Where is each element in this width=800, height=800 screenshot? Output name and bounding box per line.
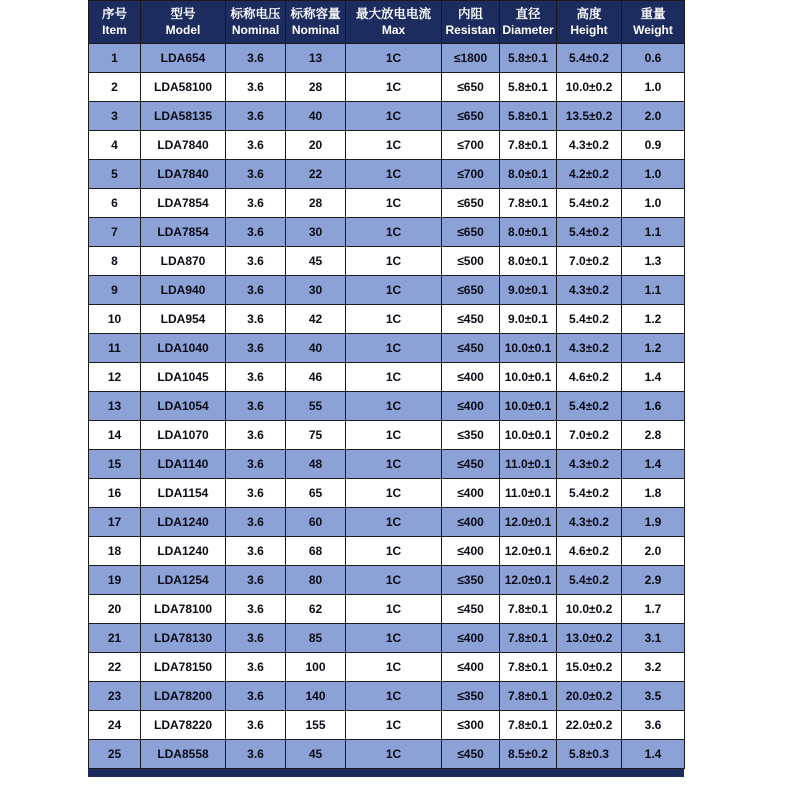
cell-weight: 1.1: [622, 218, 685, 247]
cell-model: LDA8558: [141, 740, 226, 769]
cell-voltage: 3.6: [226, 740, 286, 769]
cell-voltage: 3.6: [226, 421, 286, 450]
cell-height: 4.6±0.2: [557, 537, 622, 566]
cell-model: LDA7840: [141, 160, 226, 189]
table-row: [89, 189, 685, 218]
cell-diam: 11.0±0.1: [500, 479, 557, 508]
cell-height: 4.6±0.2: [557, 363, 622, 392]
cell-diam: 10.0±0.1: [500, 363, 557, 392]
cell-capacity: 13: [286, 44, 346, 73]
cell-max: 1C: [346, 421, 442, 450]
cell-capacity: 20: [286, 131, 346, 160]
cell-weight: 3.5: [622, 682, 685, 711]
cell-height: 13.5±0.2: [557, 102, 622, 131]
cell-resist: ≤400: [442, 392, 500, 421]
cell-item: 15: [89, 450, 141, 479]
cell-height: 5.4±0.2: [557, 305, 622, 334]
cell-max: 1C: [346, 566, 442, 595]
cell-height: 10.0±0.2: [557, 73, 622, 102]
table-row: [89, 247, 685, 276]
cell-item: 13: [89, 392, 141, 421]
cell-weight: 3.6: [622, 711, 685, 740]
cell-weight: 1.4: [622, 363, 685, 392]
cell-height: 5.4±0.2: [557, 189, 622, 218]
cell-diam: 5.8±0.1: [500, 102, 557, 131]
cell-model: LDA1054: [141, 392, 226, 421]
cell-weight: 1.0: [622, 160, 685, 189]
cell-max: 1C: [346, 653, 442, 682]
column-header-en: Resistan: [445, 23, 496, 37]
table-row: [89, 305, 685, 334]
cell-diam: 8.5±0.2: [500, 740, 557, 769]
cell-diam: 7.8±0.1: [500, 189, 557, 218]
cell-weight: 1.8: [622, 479, 685, 508]
table-row: [89, 450, 685, 479]
table-row: [89, 218, 685, 247]
column-header-en: Nominal: [231, 23, 280, 37]
table-row: [89, 508, 685, 537]
cell-max: 1C: [346, 595, 442, 624]
table-row: [89, 276, 685, 305]
cell-capacity: 60: [286, 508, 346, 537]
cell-diam: 10.0±0.1: [500, 421, 557, 450]
cell-voltage: 3.6: [226, 566, 286, 595]
cell-weight: 0.6: [622, 44, 685, 73]
table-row: [89, 392, 685, 421]
cell-item: 10: [89, 305, 141, 334]
cell-model: LDA7854: [141, 218, 226, 247]
column-header-resist: [442, 1, 500, 44]
cell-weight: 1.4: [622, 740, 685, 769]
cell-model: LDA1140: [141, 450, 226, 479]
cell-model: LDA1240: [141, 508, 226, 537]
column-header-cn: 标称容量: [290, 7, 341, 21]
cell-weight: 3.2: [622, 653, 685, 682]
cell-diam: 7.8±0.1: [500, 131, 557, 160]
cell-max: 1C: [346, 363, 442, 392]
cell-max: 1C: [346, 479, 442, 508]
cell-weight: 1.0: [622, 73, 685, 102]
table-row: [89, 421, 685, 450]
table-row: [89, 595, 685, 624]
column-header-en: Max: [381, 23, 406, 37]
cell-height: 20.0±0.2: [557, 682, 622, 711]
column-header-voltage: [226, 1, 286, 44]
cell-height: 7.0±0.2: [557, 247, 622, 276]
cell-item: 25: [89, 740, 141, 769]
cell-capacity: 40: [286, 334, 346, 363]
table-row: [89, 131, 685, 160]
cell-weight: 3.1: [622, 624, 685, 653]
cell-voltage: 3.6: [226, 363, 286, 392]
cell-capacity: 28: [286, 73, 346, 102]
cell-weight: 2.8: [622, 421, 685, 450]
cell-diam: 7.8±0.1: [500, 624, 557, 653]
cell-max: 1C: [346, 189, 442, 218]
cell-resist: ≤400: [442, 479, 500, 508]
column-header-cn: 内阻: [457, 7, 483, 21]
cell-height: 4.3±0.2: [557, 334, 622, 363]
cell-resist: ≤650: [442, 73, 500, 102]
cell-max: 1C: [346, 160, 442, 189]
cell-resist: ≤700: [442, 160, 500, 189]
cell-height: 4.3±0.2: [557, 131, 622, 160]
column-header-en: Item: [102, 23, 127, 37]
cell-height: 4.3±0.2: [557, 450, 622, 479]
column-header-en: Weight: [633, 23, 673, 37]
table-header: [89, 1, 685, 44]
cell-model: LDA870: [141, 247, 226, 276]
cell-diam: 7.8±0.1: [500, 653, 557, 682]
cell-model: LDA954: [141, 305, 226, 334]
cell-item: 11: [89, 334, 141, 363]
cell-max: 1C: [346, 218, 442, 247]
cell-resist: ≤650: [442, 189, 500, 218]
cell-voltage: 3.6: [226, 682, 286, 711]
cell-resist: ≤500: [442, 247, 500, 276]
cell-item: 20: [89, 595, 141, 624]
cell-model: LDA1070: [141, 421, 226, 450]
cell-voltage: 3.6: [226, 102, 286, 131]
cell-max: 1C: [346, 392, 442, 421]
header-row: [89, 1, 685, 44]
cell-resist: ≤400: [442, 508, 500, 537]
table-row: [89, 102, 685, 131]
cell-model: LDA78220: [141, 711, 226, 740]
cell-diam: 12.0±0.1: [500, 566, 557, 595]
cell-resist: ≤400: [442, 653, 500, 682]
cell-diam: 9.0±0.1: [500, 305, 557, 334]
cell-max: 1C: [346, 624, 442, 653]
cell-capacity: 80: [286, 566, 346, 595]
cell-item: 18: [89, 537, 141, 566]
cell-max: 1C: [346, 537, 442, 566]
cell-item: 17: [89, 508, 141, 537]
table-row: [89, 537, 685, 566]
cell-resist: ≤450: [442, 305, 500, 334]
cell-height: 5.8±0.3: [557, 740, 622, 769]
cell-voltage: 3.6: [226, 537, 286, 566]
cell-resist: ≤700: [442, 131, 500, 160]
cell-height: 22.0±0.2: [557, 711, 622, 740]
column-header-en: Height: [570, 23, 608, 37]
cell-capacity: 30: [286, 276, 346, 305]
battery-spec-table-wrap: [88, 0, 684, 777]
cell-model: LDA78200: [141, 682, 226, 711]
cell-item: 2: [89, 73, 141, 102]
cell-capacity: 30: [286, 218, 346, 247]
cell-model: LDA1240: [141, 537, 226, 566]
cell-item: 22: [89, 653, 141, 682]
cell-max: 1C: [346, 73, 442, 102]
table-row: [89, 740, 685, 769]
cell-capacity: 62: [286, 595, 346, 624]
cell-voltage: 3.6: [226, 247, 286, 276]
cell-resist: ≤650: [442, 218, 500, 247]
cell-item: 16: [89, 479, 141, 508]
cell-voltage: 3.6: [226, 131, 286, 160]
column-header-cn: 序号: [101, 7, 127, 21]
table-row: [89, 566, 685, 595]
cell-weight: 1.1: [622, 276, 685, 305]
column-header-en: Diameter: [502, 23, 554, 37]
cell-diam: 5.8±0.1: [500, 73, 557, 102]
column-header-cn: 重量: [640, 7, 666, 21]
cell-voltage: 3.6: [226, 218, 286, 247]
cell-weight: 1.0: [622, 189, 685, 218]
cell-resist: ≤450: [442, 450, 500, 479]
cell-voltage: 3.6: [226, 276, 286, 305]
cell-resist: ≤650: [442, 276, 500, 305]
cell-capacity: 85: [286, 624, 346, 653]
cell-weight: 0.9: [622, 131, 685, 160]
cell-capacity: 42: [286, 305, 346, 334]
cell-height: 4.3±0.2: [557, 508, 622, 537]
cell-weight: 1.7: [622, 595, 685, 624]
column-header-cn: 高度: [576, 7, 602, 21]
cell-item: 5: [89, 160, 141, 189]
cell-weight: 2.0: [622, 102, 685, 131]
column-header-item: [89, 1, 141, 44]
column-header-diam: [500, 1, 557, 44]
cell-capacity: 68: [286, 537, 346, 566]
column-header-cn: 型号: [170, 7, 196, 21]
cell-max: 1C: [346, 682, 442, 711]
cell-model: LDA58100: [141, 73, 226, 102]
column-header-en: Nominal: [291, 23, 340, 37]
cell-capacity: 140: [286, 682, 346, 711]
cell-max: 1C: [346, 305, 442, 334]
cell-model: LDA940: [141, 276, 226, 305]
cell-weight: 1.9: [622, 508, 685, 537]
cell-voltage: 3.6: [226, 73, 286, 102]
cell-capacity: 46: [286, 363, 346, 392]
cell-voltage: 3.6: [226, 479, 286, 508]
cell-resist: ≤450: [442, 334, 500, 363]
cell-height: 5.4±0.2: [557, 566, 622, 595]
cell-capacity: 55: [286, 392, 346, 421]
cell-item: 24: [89, 711, 141, 740]
cell-voltage: 3.6: [226, 624, 286, 653]
cell-capacity: 75: [286, 421, 346, 450]
cell-voltage: 3.6: [226, 44, 286, 73]
cell-model: LDA1154: [141, 479, 226, 508]
cell-capacity: 22: [286, 160, 346, 189]
table-row: [89, 624, 685, 653]
cell-item: 6: [89, 189, 141, 218]
cell-diam: 8.0±0.1: [500, 160, 557, 189]
cell-max: 1C: [346, 247, 442, 276]
cell-resist: ≤450: [442, 595, 500, 624]
cell-height: 4.2±0.2: [557, 160, 622, 189]
cell-height: 4.3±0.2: [557, 276, 622, 305]
cell-capacity: 28: [286, 189, 346, 218]
cell-weight: 1.4: [622, 450, 685, 479]
table-row: [89, 363, 685, 392]
cell-model: LDA1040: [141, 334, 226, 363]
cell-item: 3: [89, 102, 141, 131]
table-row: [89, 711, 685, 740]
table-row: [89, 682, 685, 711]
column-header-cn: 标称电压: [230, 7, 281, 21]
column-header-weight: [622, 1, 685, 44]
column-header-cn: 直径: [515, 7, 541, 21]
cell-height: 13.0±0.2: [557, 624, 622, 653]
cell-model: LDA7840: [141, 131, 226, 160]
cell-resist: ≤350: [442, 566, 500, 595]
cell-model: LDA1254: [141, 566, 226, 595]
column-header-en: Model: [165, 23, 201, 37]
cell-height: 7.0±0.2: [557, 421, 622, 450]
cell-weight: 2.9: [622, 566, 685, 595]
cell-capacity: 45: [286, 247, 346, 276]
cell-weight: 1.3: [622, 247, 685, 276]
cell-height: 15.0±0.2: [557, 653, 622, 682]
bottom-bar: [88, 769, 684, 777]
cell-diam: 5.8±0.1: [500, 44, 557, 73]
cell-item: 1: [89, 44, 141, 73]
cell-max: 1C: [346, 508, 442, 537]
cell-model: LDA7854: [141, 189, 226, 218]
cell-max: 1C: [346, 711, 442, 740]
cell-diam: 10.0±0.1: [500, 392, 557, 421]
cell-weight: 1.2: [622, 334, 685, 363]
cell-resist: ≤650: [442, 102, 500, 131]
cell-resist: ≤400: [442, 537, 500, 566]
cell-max: 1C: [346, 102, 442, 131]
cell-weight: 1.2: [622, 305, 685, 334]
cell-diam: 10.0±0.1: [500, 334, 557, 363]
table-row: [89, 653, 685, 682]
cell-item: 23: [89, 682, 141, 711]
cell-voltage: 3.6: [226, 595, 286, 624]
column-header-model: [141, 1, 226, 44]
table-row: [89, 73, 685, 102]
cell-height: 5.4±0.2: [557, 479, 622, 508]
cell-diam: 7.8±0.1: [500, 711, 557, 740]
cell-diam: 8.0±0.1: [500, 247, 557, 276]
cell-max: 1C: [346, 44, 442, 73]
cell-capacity: 65: [286, 479, 346, 508]
cell-capacity: 100: [286, 653, 346, 682]
cell-capacity: 48: [286, 450, 346, 479]
cell-resist: ≤300: [442, 711, 500, 740]
cell-item: 19: [89, 566, 141, 595]
column-header-capacity: [286, 1, 346, 44]
cell-model: LDA1045: [141, 363, 226, 392]
cell-height: 5.4±0.2: [557, 44, 622, 73]
cell-diam: 12.0±0.1: [500, 508, 557, 537]
cell-resist: ≤350: [442, 682, 500, 711]
cell-item: 7: [89, 218, 141, 247]
cell-diam: 12.0±0.1: [500, 537, 557, 566]
cell-max: 1C: [346, 276, 442, 305]
cell-weight: 2.0: [622, 537, 685, 566]
table-row: [89, 479, 685, 508]
cell-voltage: 3.6: [226, 508, 286, 537]
cell-weight: 1.6: [622, 392, 685, 421]
cell-max: 1C: [346, 450, 442, 479]
cell-item: 21: [89, 624, 141, 653]
cell-item: 14: [89, 421, 141, 450]
cell-diam: 11.0±0.1: [500, 450, 557, 479]
cell-voltage: 3.6: [226, 392, 286, 421]
cell-voltage: 3.6: [226, 305, 286, 334]
cell-max: 1C: [346, 334, 442, 363]
cell-capacity: 155: [286, 711, 346, 740]
cell-voltage: 3.6: [226, 160, 286, 189]
cell-max: 1C: [346, 740, 442, 769]
cell-item: 4: [89, 131, 141, 160]
cell-resist: ≤350: [442, 421, 500, 450]
table-row: [89, 160, 685, 189]
cell-voltage: 3.6: [226, 450, 286, 479]
cell-model: LDA58135: [141, 102, 226, 131]
cell-item: 12: [89, 363, 141, 392]
cell-capacity: 45: [286, 740, 346, 769]
table-row: [89, 334, 685, 363]
cell-height: 10.0±0.2: [557, 595, 622, 624]
cell-voltage: 3.6: [226, 711, 286, 740]
cell-diam: 8.0±0.1: [500, 218, 557, 247]
cell-model: LDA654: [141, 44, 226, 73]
cell-model: LDA78100: [141, 595, 226, 624]
cell-voltage: 3.6: [226, 189, 286, 218]
cell-height: 5.4±0.2: [557, 218, 622, 247]
cell-capacity: 40: [286, 102, 346, 131]
column-header-height: [557, 1, 622, 44]
cell-item: 8: [89, 247, 141, 276]
cell-model: LDA78130: [141, 624, 226, 653]
cell-resist: ≤450: [442, 740, 500, 769]
column-header-cn: 最大放电电流: [355, 7, 431, 21]
battery-spec-table: [88, 0, 685, 769]
cell-diam: 7.8±0.1: [500, 682, 557, 711]
cell-resist: ≤400: [442, 363, 500, 392]
cell-voltage: 3.6: [226, 334, 286, 363]
cell-resist: ≤400: [442, 624, 500, 653]
cell-item: 9: [89, 276, 141, 305]
cell-max: 1C: [346, 131, 442, 160]
cell-resist: ≤1800: [442, 44, 500, 73]
cell-diam: 7.8±0.1: [500, 595, 557, 624]
table-row: [89, 44, 685, 73]
cell-diam: 9.0±0.1: [500, 276, 557, 305]
cell-height: 5.4±0.2: [557, 392, 622, 421]
table-body: [89, 44, 685, 769]
column-header-max: [346, 1, 442, 44]
cell-voltage: 3.6: [226, 653, 286, 682]
cell-model: LDA78150: [141, 653, 226, 682]
